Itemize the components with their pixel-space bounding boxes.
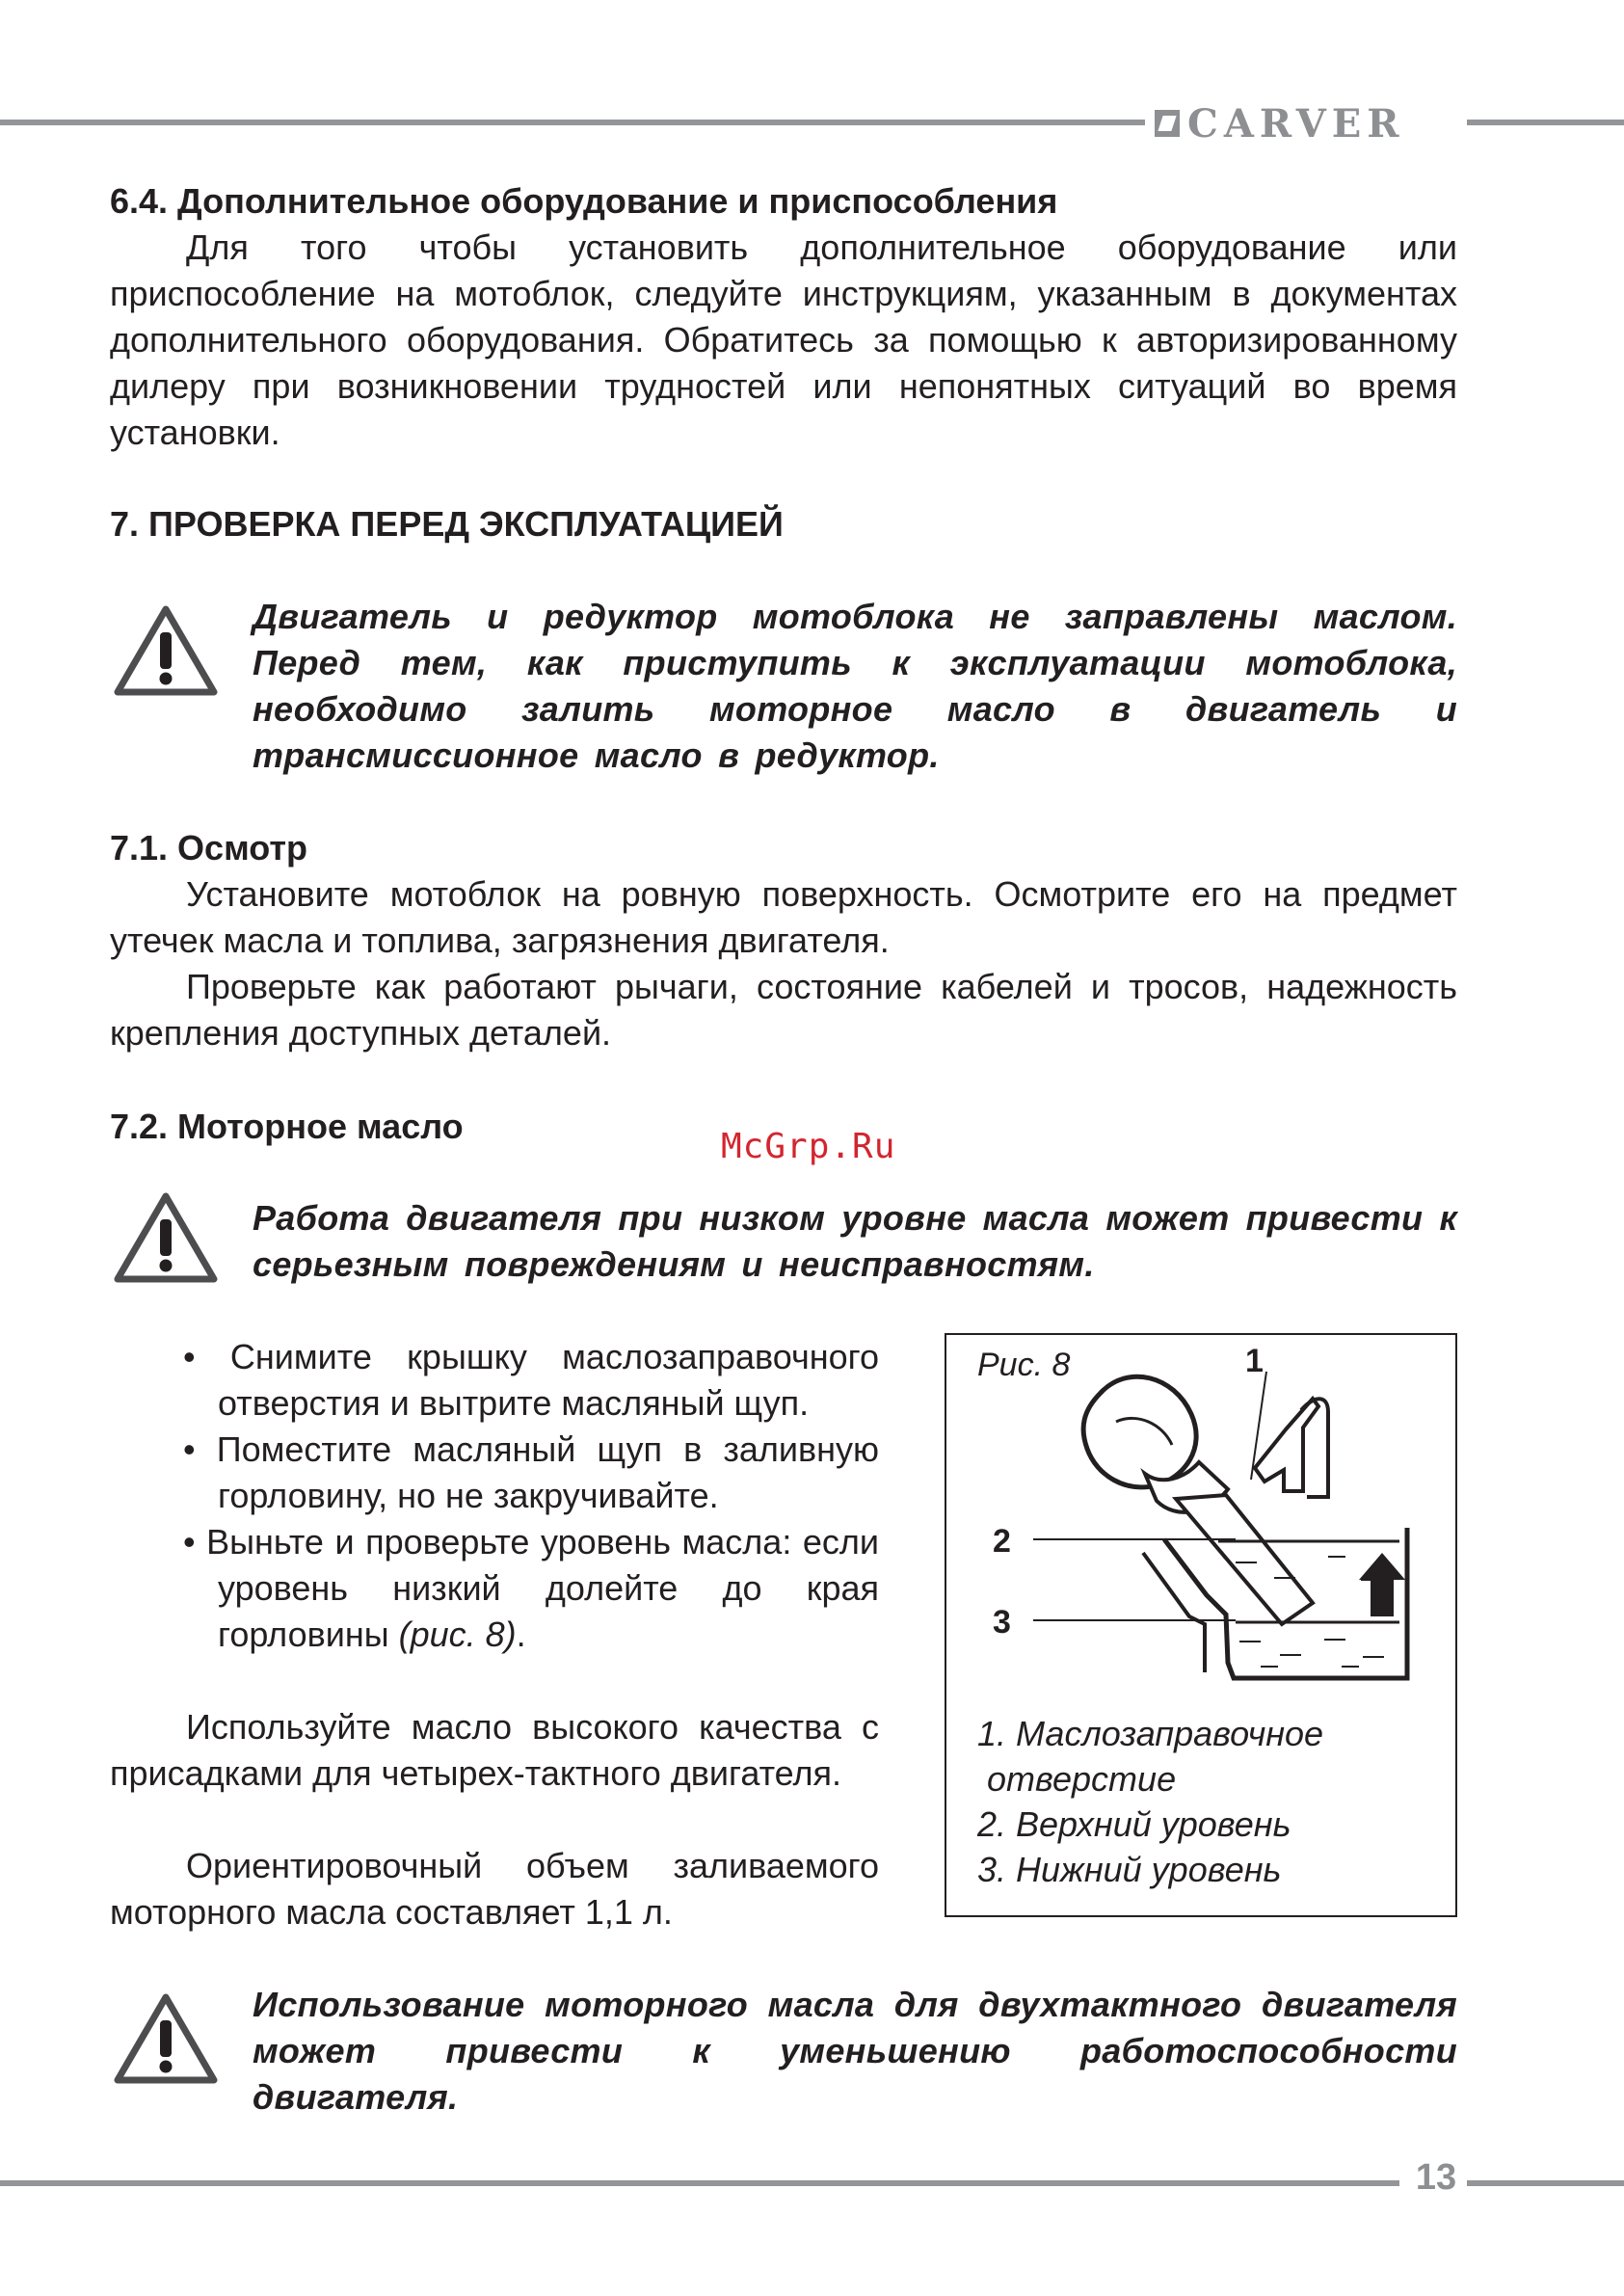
legend-item: 2. Верхний уровень (977, 1804, 1291, 1844)
figure-label-3: 3 (993, 1604, 1011, 1641)
brand-name: CARVER (1187, 100, 1405, 147)
section-7-2-paragraph-2: Ориентировочный объем заливаемого моторного масла составляет 1,1 л. (110, 1846, 879, 1932)
figure-8 (945, 1333, 1457, 1917)
legend-item: 1. Маслозаправочное (977, 1714, 1324, 1753)
section-7-1-paragraph-1: Установите мотоблок на ровную поверхность. Осмотрите его на предмет утечек масла и топлива, загрязнения двигателя. (110, 874, 1457, 960)
section-7-title: 7. ПРОВЕРКА ПЕРЕД ЭКСПЛУАТАЦИЕЙ (110, 504, 784, 544)
list-item: • Выньте и проверьте уровень масла: если уровень низкий долейте до края горловины (рис. 8). (183, 1522, 879, 1654)
list-item: • Поместите масляный щуп в заливную горловину, но не закручивайте. (183, 1429, 879, 1515)
legend-item: отверстие (977, 1759, 1177, 1799)
watermark: McGrp.Ru (721, 1127, 896, 1166)
section-7-2-warning: Работа двигателя при низком уровне масла может привести к серьезным повреждениям и неисправностям. (253, 1198, 1457, 1284)
figure-label-1: 1 (1245, 1343, 1264, 1379)
section-7-2-paragraph-1: Используйте масло высокого качества с присадками для четырех-тактного двигателя. (110, 1707, 879, 1793)
footer-rule-right (1467, 2180, 1624, 2186)
oil-check-steps (183, 1334, 879, 1658)
warning-icon (112, 1991, 220, 2086)
figure-label-2: 2 (993, 1523, 1011, 1560)
section-7-1-paragraph-2: Проверьте как работают рычаги, состояние кабелей и тросов, надежность крепления доступных деталей. (110, 967, 1457, 1053)
header-rule-right (1467, 120, 1624, 125)
dipstick-illustration (946, 1335, 1455, 1701)
page-number: 13 (1415, 2157, 1457, 2198)
section-7-2-warning-2: Использование моторного масла для двухтактного двигателя может привести к уменьшению работоспособности двигателя. (253, 1985, 1457, 2117)
figure-legend (977, 1711, 1323, 1892)
brand-logo (1155, 100, 1463, 147)
section-6-4-title: 6.4. Дополнительное оборудование и приспособления (110, 181, 1058, 221)
list-item: • Снимите крышку маслозаправочного отверстия и вытрите масляный щуп. (183, 1337, 879, 1423)
section-7-warning: Двигатель и редуктор мотоблока не заправлены маслом. Перед тем, как приступить к эксплуатации мотоблока, необходимо залить моторное масло в двигатель и трансмиссионное масло в редуктор. (253, 597, 1457, 775)
figure-reference: (рис. 8) (398, 1615, 517, 1654)
warning-icon (112, 603, 220, 698)
warning-icon (112, 1190, 220, 1285)
header-rule-left (0, 120, 1145, 125)
legend-item: 3. Нижний уровень (977, 1850, 1282, 1889)
section-7-1-title: 7.1. Осмотр (110, 828, 307, 868)
figure-caption: Рис. 8 (977, 1347, 1071, 1383)
brand-mark-icon (1155, 110, 1180, 137)
section-7-2-title: 7.2. Моторное масло (110, 1107, 464, 1146)
section-6-4-body: Для того чтобы установить дополнительное оборудование или приспособление на мотоблок, следуйте инструкциям, указанным в документах дополнительного оборудования. Обратитесь за помощью к авторизированному дилеру при возникновении трудностей или непонятных ситуаций во время установки. (110, 227, 1457, 452)
footer-rule-left (0, 2180, 1399, 2186)
